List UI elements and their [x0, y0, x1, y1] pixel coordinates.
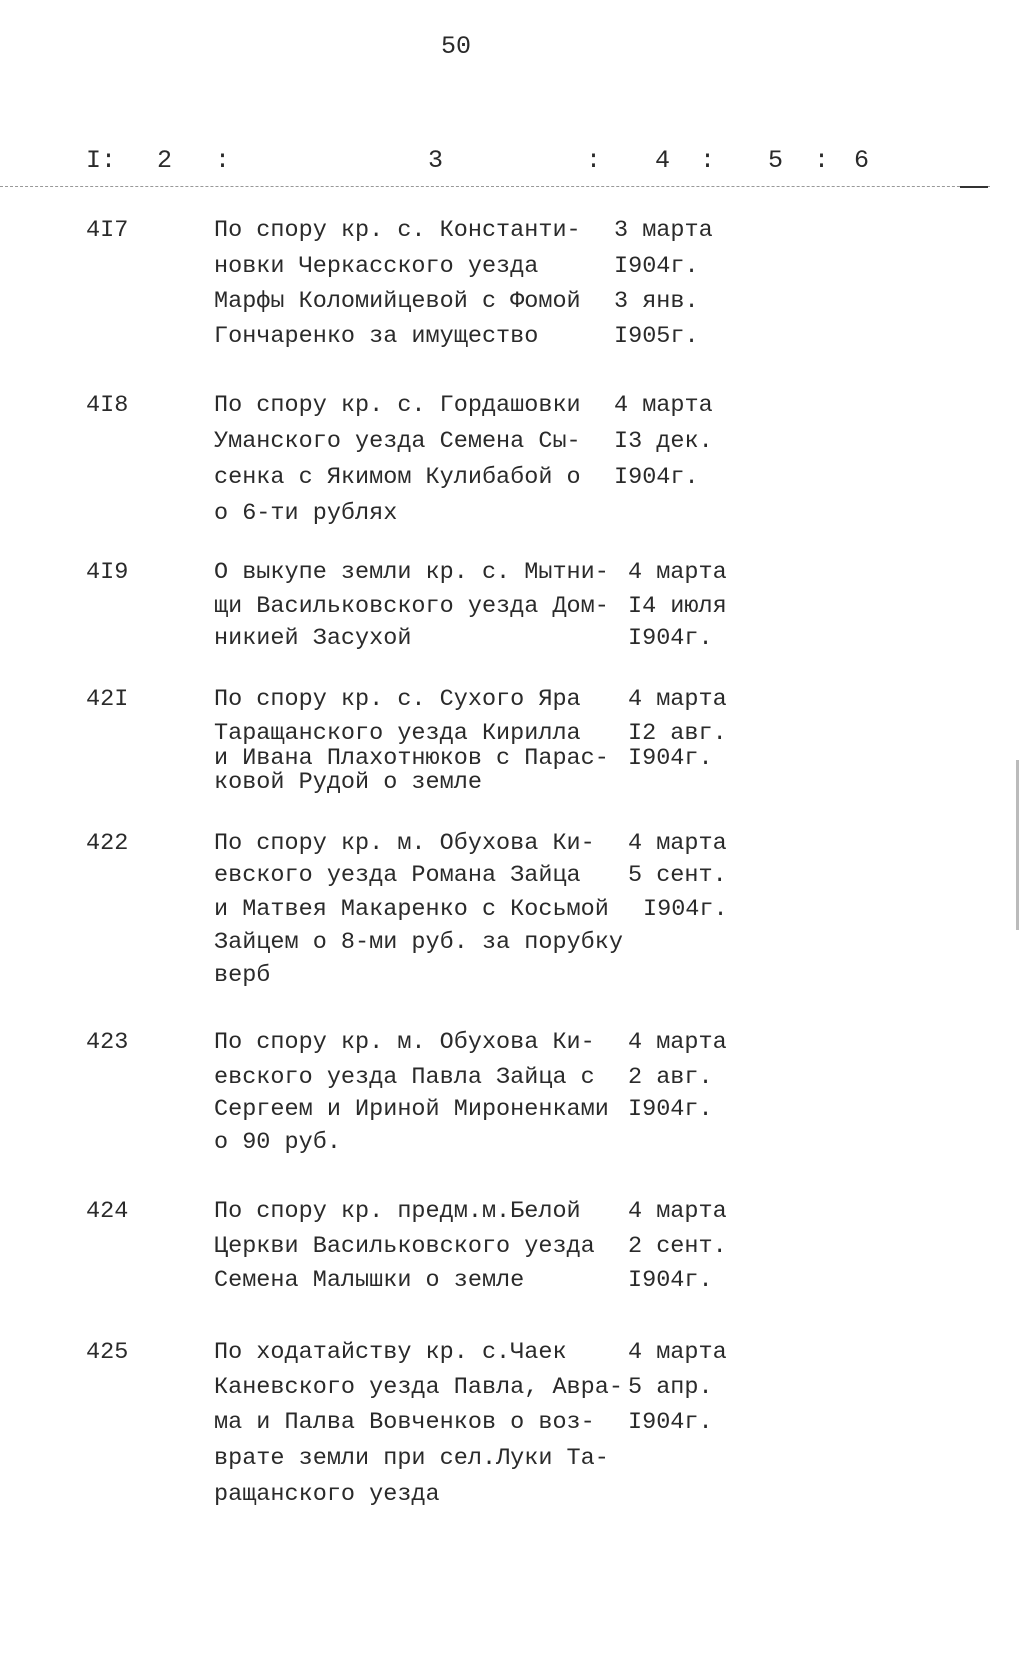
- entry-description-line: щи Васильковского уезда Дом-: [214, 593, 609, 620]
- entry-date: 4 марта: [628, 559, 727, 586]
- entry-number: 4I8: [86, 392, 129, 419]
- entry-date: 4 марта: [628, 1029, 727, 1056]
- column-header: 5: [768, 146, 784, 175]
- entry-description-line: Марфы Коломийцевой с Фомой: [214, 288, 581, 315]
- entry-number: 423: [86, 1029, 129, 1056]
- entry-description-line: ращанского уезда: [214, 1481, 440, 1508]
- entry-description-line: о 6-ти рублях: [214, 500, 398, 527]
- entry-date: I904г.: [614, 253, 699, 280]
- column-header: 3: [428, 146, 444, 175]
- column-header: 6: [854, 146, 870, 175]
- page-number: 50: [441, 32, 472, 61]
- entry-description-line: Зайцем о 8-ми руб. за порубку: [214, 929, 623, 956]
- entry-number: 42I: [86, 686, 129, 713]
- entry-date: I904г.: [628, 1096, 713, 1123]
- entry-date: 3 янв.: [614, 288, 699, 315]
- entry-date: I904г.: [628, 625, 713, 652]
- entry-date: I904г.: [628, 1409, 713, 1436]
- entry-description-line: Сергеем и Ириной Мироненками: [214, 1096, 609, 1123]
- entry-number: 422: [86, 830, 129, 857]
- entry-date: 5 сент.: [628, 862, 727, 889]
- entry-description-line: ма и Палва Вовченков о воз-: [214, 1409, 595, 1436]
- entry-description-line: верб: [214, 962, 271, 989]
- entry-date: I4 июля: [628, 593, 727, 620]
- entry-date: I904г.: [628, 745, 713, 772]
- entry-number: 4I7: [86, 217, 129, 244]
- entry-date: 4 марта: [628, 830, 727, 857]
- entry-description-line: О выкупе земли кр. с. Мытни-: [214, 559, 609, 586]
- entry-date: I904г.: [628, 1267, 713, 1294]
- column-header: :: [215, 146, 231, 175]
- entry-description-line: Семена Малышки о земле: [214, 1267, 525, 1294]
- entry-date: I3 дек.: [614, 428, 713, 455]
- scan-edge-mark: [1016, 760, 1019, 930]
- entry-description-line: ковой Рудой о земле: [214, 769, 482, 796]
- entry-description-line: По спору кр. предм.м.Белой: [214, 1198, 581, 1225]
- entry-description-line: Уманского уезда Семена Сы-: [214, 428, 581, 455]
- entry-date: 4 марта: [614, 392, 713, 419]
- entry-description-line: никией Засухой: [214, 625, 412, 652]
- column-header: :: [586, 146, 602, 175]
- entry-date: I904г.: [614, 464, 699, 491]
- entry-description-line: По спору кр. с. Сухого Яра: [214, 686, 581, 713]
- entry-description-line: По спору кр. с. Константи-: [214, 217, 581, 244]
- entry-description-line: Каневского уезда Павла, Авра-: [214, 1374, 623, 1401]
- entry-number: 425: [86, 1339, 129, 1366]
- entry-date: I905г.: [614, 323, 699, 350]
- column-header: :: [814, 146, 830, 175]
- entry-date: 4 марта: [628, 1339, 727, 1366]
- entry-description-line: По спору кр. м. Обухова Ки-: [214, 830, 595, 857]
- entry-date: I904г.: [643, 896, 728, 923]
- entry-description-line: о 90 руб.: [214, 1129, 341, 1156]
- column-header: I:: [86, 146, 117, 175]
- entry-description-line: По спору кр. с. Гордашовки: [214, 392, 581, 419]
- entry-description-line: сенка с Якимом Кулибабой о: [214, 464, 581, 491]
- entry-date: 2 сент.: [628, 1233, 727, 1260]
- column-header: 4: [655, 146, 671, 175]
- column-header: 2: [157, 146, 173, 175]
- entry-description-line: Гончаренко за имущество: [214, 323, 539, 350]
- entry-description-line: и Матвея Макаренко с Косьмой: [214, 896, 609, 923]
- entry-date: I2 авг.: [628, 720, 727, 747]
- header-divider-end: [960, 186, 988, 188]
- entry-date: 2 авг.: [628, 1064, 713, 1091]
- entry-date: 4 марта: [628, 686, 727, 713]
- entry-description-line: Таращанского уезда Кирилла: [214, 720, 581, 747]
- entry-description-line: По ходатайству кр. с.Чаек: [214, 1339, 567, 1366]
- column-header: :: [700, 146, 716, 175]
- entry-description-line: евского уезда Павла Зайца с: [214, 1064, 595, 1091]
- header-divider: [0, 186, 990, 187]
- entry-number: 4I9: [86, 559, 129, 586]
- entry-description-line: евского уезда Романа Зайца: [214, 862, 581, 889]
- entry-date: 3 марта: [614, 217, 713, 244]
- entry-description-line: По спору кр. м. Обухова Ки-: [214, 1029, 595, 1056]
- entry-description-line: новки Черкасского уезда: [214, 253, 539, 280]
- entry-date: 4 марта: [628, 1198, 727, 1225]
- entry-number: 424: [86, 1198, 129, 1225]
- entry-description-line: врате земли при сел.Луки Та-: [214, 1445, 609, 1472]
- entry-date: 5 апр.: [628, 1374, 713, 1401]
- entry-description-line: Церкви Васильковского уезда: [214, 1233, 595, 1260]
- entry-description-line: и Ивана Плахотнюков с Парас-: [214, 745, 609, 772]
